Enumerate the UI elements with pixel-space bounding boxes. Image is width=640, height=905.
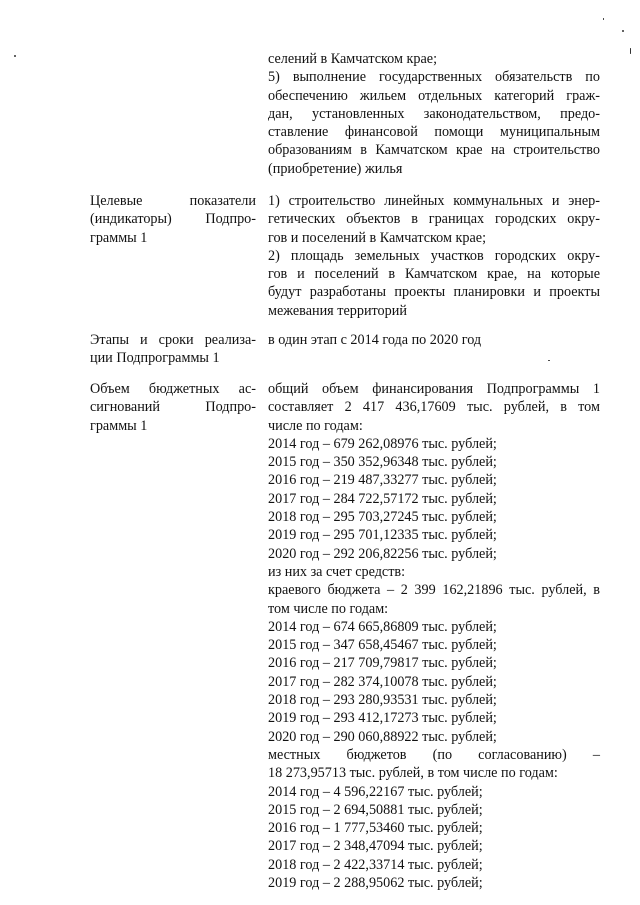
text-line: в один этап с 2014 года по 2020 год bbox=[268, 332, 482, 348]
row-stages-terms bbox=[90, 331, 600, 371]
tasks-value bbox=[268, 50, 600, 178]
text-line: (приобретение) жилья bbox=[268, 160, 403, 177]
text-line: 2017 год – 282 374,10078 тыс. рублей; bbox=[268, 673, 497, 690]
text-line: образованиям в Камчатском крае на строительство bbox=[268, 142, 600, 159]
text-line: селений в Камчатском крае; bbox=[268, 51, 438, 67]
budget-allocations-value bbox=[268, 380, 600, 892]
row-tasks-continued bbox=[90, 50, 600, 180]
text-line: 2020 год – 290 060,88922 тыс. рублей; bbox=[268, 728, 497, 745]
text-line: 2018 год – 293 280,93531 тыс. рублей; bbox=[268, 692, 497, 709]
text-line: 2020 год – 292 206,82256 тыс. рублей; bbox=[268, 545, 497, 562]
text-line: гетических объектов в границах городских окру- bbox=[268, 211, 600, 228]
text-line: граммы 1 bbox=[90, 229, 148, 246]
text-line: 2014 год – 674 665,86809 тыс. рублей; bbox=[268, 618, 497, 635]
text-line: 2015 год – 347 658,45467 тыс. рублей; bbox=[268, 637, 497, 654]
target-indicators-value bbox=[268, 192, 600, 320]
text-line: составляет 2 417 436,17609 тыс. рублей, в том bbox=[268, 399, 600, 416]
budget-allocations-label bbox=[90, 380, 256, 435]
text-line: краевого бюджета – 2 399 162,21896 тыс. рублей, в bbox=[268, 582, 600, 599]
text-line: 2016 год – 1 777,53460 тыс. рублей; bbox=[268, 820, 483, 837]
text-line: числе по годам: bbox=[268, 417, 363, 434]
text-line: том числе по годам: bbox=[268, 600, 389, 617]
text-line: (индикаторы) Подпро- bbox=[90, 211, 256, 228]
text-line: 2019 год – 293 412,17273 тыс. рублей; bbox=[268, 710, 497, 727]
text-line: 2018 год – 295 703,27245 тыс. рублей; bbox=[268, 509, 497, 526]
scan-speck bbox=[14, 55, 16, 57]
text-line: 2) площадь земельных участков городских окру- bbox=[268, 247, 600, 264]
text-line: Объем бюджетных ас- bbox=[90, 381, 256, 397]
stages-terms-label bbox=[90, 331, 256, 368]
text-line: 2016 год – 217 709,79817 тыс. рублей; bbox=[268, 655, 497, 672]
text-line: 2015 год – 350 352,96348 тыс. рублей; bbox=[268, 454, 497, 471]
scan-speck bbox=[603, 18, 604, 20]
text-line: ции Подпрограммы 1 bbox=[90, 350, 220, 367]
text-line: 2015 год – 2 694,50881 тыс. рублей; bbox=[268, 801, 483, 818]
text-line: 18 273,95713 тыс. рублей, в том числе по годам: bbox=[268, 765, 558, 782]
text-line: 2014 год – 4 596,22167 тыс. рублей; bbox=[268, 783, 483, 800]
text-line: 2017 год – 284 722,57172 тыс. рублей; bbox=[268, 490, 497, 507]
text-line: дан, установленных законодательством, предо- bbox=[268, 105, 600, 122]
target-indicators-label bbox=[90, 192, 256, 247]
text-line: гов и поселений в Камчатском крае; bbox=[268, 229, 487, 246]
text-line: 2019 год – 295 701,12335 тыс. рублей; bbox=[268, 527, 497, 544]
text-line: обеспечению жильем отдельных категорий граж- bbox=[268, 87, 600, 104]
text-line: 5) выполнение государственных обязательств по bbox=[268, 69, 600, 86]
text-line: граммы 1 bbox=[90, 417, 148, 434]
text-line: 2019 год – 2 288,95062 тыс. рублей; bbox=[268, 875, 483, 892]
text-line: межевания территорий bbox=[268, 302, 407, 319]
text-line: 1) строительство линейных коммунальных и энер- bbox=[268, 193, 600, 209]
text-line: гов и поселений в Камчатском крае, на которые bbox=[268, 266, 600, 283]
scan-speck bbox=[630, 48, 631, 54]
row-budget-allocations bbox=[90, 380, 600, 900]
text-line: 2018 год – 2 422,33714 тыс. рублей; bbox=[268, 856, 483, 873]
text-line: из них за счет средств: bbox=[268, 563, 406, 580]
text-line: местных бюджетов (по согласованию) – bbox=[268, 746, 600, 763]
text-line: Этапы и сроки реализа- bbox=[90, 332, 256, 348]
text-line: 2016 год – 219 487,33277 тыс. рублей; bbox=[268, 472, 497, 489]
text-line: сигнований Подпро- bbox=[90, 399, 256, 416]
text-line: общий объем финансирования Подпрограммы 1 bbox=[268, 381, 600, 397]
text-line: 2014 год – 679 262,08976 тыс. рублей; bbox=[268, 435, 497, 452]
row-target-indicators bbox=[90, 192, 600, 322]
stages-terms-value bbox=[268, 331, 600, 349]
scan-speck bbox=[622, 30, 624, 32]
text-line: 2017 год – 2 348,47094 тыс. рублей; bbox=[268, 838, 483, 855]
text-line: Целевые показатели bbox=[90, 193, 256, 209]
text-line: будут разработаны проекты планировки и проекты bbox=[268, 284, 600, 301]
text-line: ставление финансовой помощи муниципальным bbox=[268, 124, 600, 141]
